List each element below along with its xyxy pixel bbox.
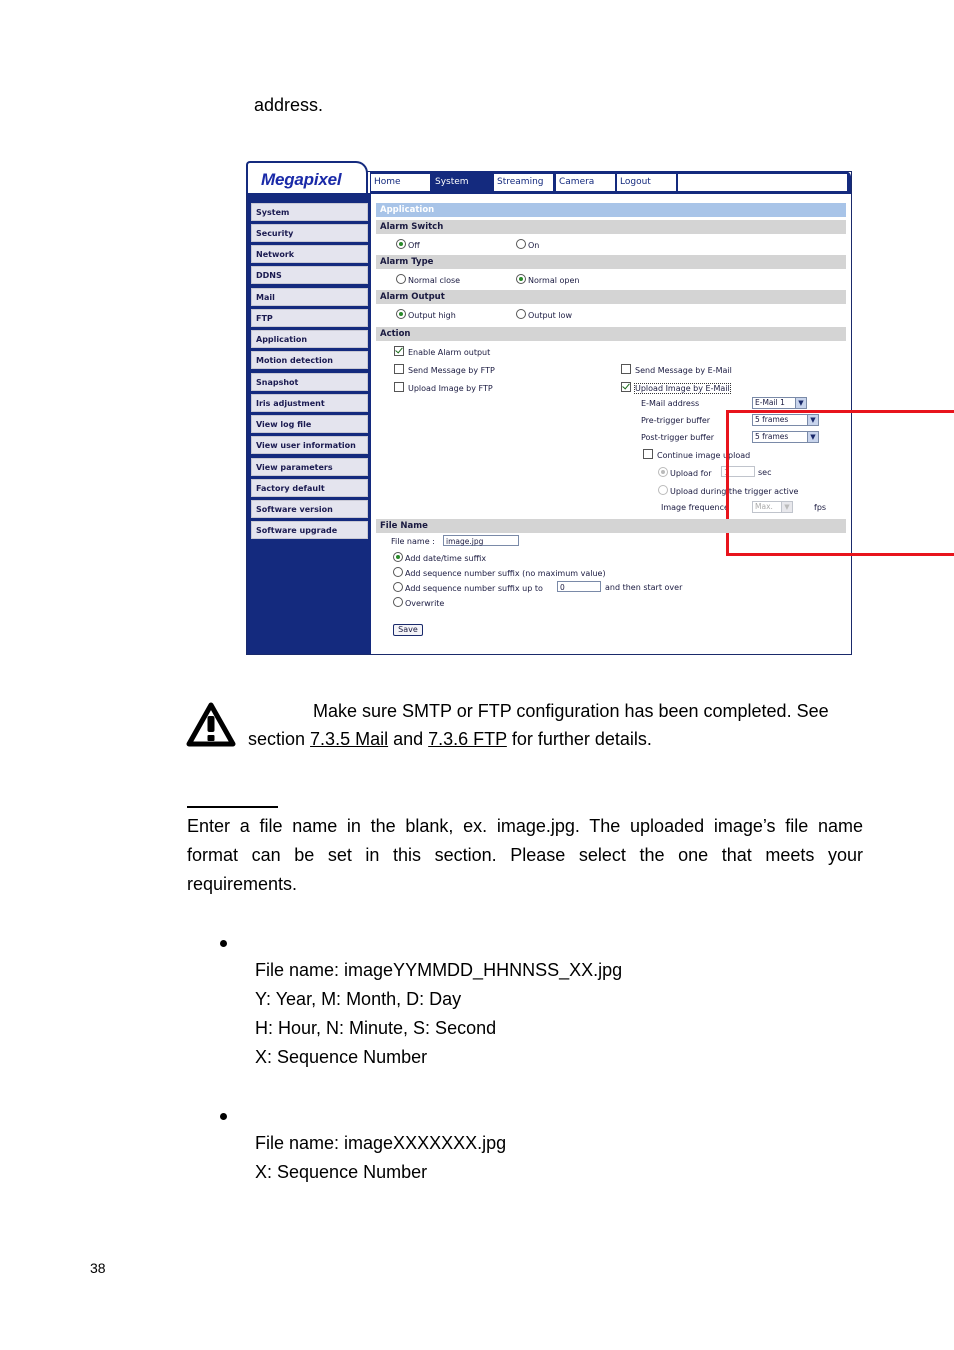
file-name-label: File name : xyxy=(391,537,435,546)
alarm-type-normal-open-option[interactable]: Normal open xyxy=(516,274,579,286)
sidebar-item-motion-detection[interactable]: Motion detection xyxy=(251,351,368,369)
sec-label: sec xyxy=(758,468,772,477)
chevron-down-icon: ▼ xyxy=(795,398,806,408)
sidebar-item-view-log-file[interactable]: View log file xyxy=(251,415,368,433)
para-line-2: format can be set in this section. Please select the one that meets your xyxy=(187,845,863,865)
opt-date-time-suffix[interactable]: Add date/time suffix xyxy=(393,552,486,564)
bullet-icon xyxy=(220,1113,227,1120)
pre-trigger-select[interactable]: 5 frames ▼ xyxy=(752,414,819,426)
start-over-label: and then start over xyxy=(605,583,683,592)
alarm-switch-header: Alarm Switch xyxy=(376,220,846,234)
sidebar-item-application[interactable]: Application xyxy=(251,330,368,348)
alarm-switch-off-option[interactable]: Off xyxy=(396,239,420,251)
upload-during-trigger-option[interactable]: Upload during the trigger active xyxy=(658,485,798,497)
upload-image-email-checkbox[interactable]: Upload Image by E-Mail xyxy=(621,382,730,394)
section-title-application: Application xyxy=(376,203,846,217)
radio-icon[interactable] xyxy=(393,597,403,607)
send-message-email-checkbox[interactable]: Send Message by E-Mail xyxy=(621,364,732,376)
radio-icon[interactable] xyxy=(396,274,406,284)
radio-icon[interactable] xyxy=(393,552,403,562)
sidebar-item-software-version[interactable]: Software version xyxy=(251,500,368,518)
opt-sequence-no-max[interactable]: Add sequence number suffix (no maximum value) xyxy=(393,567,606,579)
radio-icon[interactable] xyxy=(393,582,403,592)
pre-trigger-label: Pre-trigger buffer xyxy=(641,416,711,425)
sidebar-item-iris-adjustment[interactable]: Iris adjustment xyxy=(251,394,368,412)
sidebar-item-ftp[interactable]: FTP xyxy=(251,309,368,327)
radio-icon[interactable] xyxy=(393,567,403,577)
camera-web-ui-screenshot xyxy=(246,161,852,655)
radio-icon[interactable] xyxy=(516,309,526,319)
tab-streaming[interactable]: Streaming xyxy=(494,174,553,191)
bullet1-line-4: X: Sequence Number xyxy=(255,1047,428,1067)
para-line-3: requirements. xyxy=(187,874,298,894)
top-text: address. xyxy=(254,95,324,115)
radio-icon[interactable] xyxy=(396,239,406,249)
bullet1-line-3: H: Hour, N: Minute, S: Second xyxy=(255,1018,497,1038)
bullet1-line-2: Y: Year, M: Month, D: Day xyxy=(255,989,462,1009)
alarm-output-header: Alarm Output xyxy=(376,290,846,304)
bullet2-line-1: File name: imageXXXXXXX.jpg xyxy=(255,1133,507,1153)
logo-tab xyxy=(246,161,368,193)
sidebar-item-network[interactable]: Network xyxy=(251,245,368,263)
file-name-header: File Name xyxy=(376,519,846,533)
sidebar-item-system[interactable]: System xyxy=(251,203,368,221)
tab-logout[interactable]: Logout xyxy=(617,174,676,191)
alarm-type-normal-close-option[interactable]: Normal close xyxy=(396,274,460,286)
bullet-icon xyxy=(220,940,227,947)
radio-icon[interactable] xyxy=(396,309,406,319)
image-frequence-select[interactable]: Max. ▼ xyxy=(752,501,793,513)
continue-upload-checkbox[interactable]: Continue image upload xyxy=(643,449,750,461)
sidebar-item-software-upgrade[interactable]: Software upgrade xyxy=(251,521,368,539)
tab-camera[interactable]: Camera xyxy=(556,174,615,191)
tab-home[interactable]: Home xyxy=(371,174,430,191)
alarm-output-high-option[interactable]: Output high xyxy=(396,309,456,321)
sidebar-item-view-parameters[interactable]: View parameters xyxy=(251,458,368,476)
post-trigger-select[interactable]: 5 frames ▼ xyxy=(752,431,819,443)
upload-for-input[interactable]: 1 xyxy=(721,466,755,477)
radio-icon[interactable] xyxy=(516,274,526,284)
tab-spacer xyxy=(678,174,847,191)
tab-system[interactable]: System xyxy=(432,174,492,191)
sidebar-item-factory-default[interactable]: Factory default xyxy=(251,479,368,497)
upload-for-option[interactable]: Upload for xyxy=(658,467,712,479)
page-number: 38 xyxy=(90,1260,106,1276)
image-frequence-label: Image frequence xyxy=(661,503,729,512)
chevron-down-icon: ▼ xyxy=(781,502,792,512)
warning-icon xyxy=(186,702,236,748)
sidebar-item-snapshot[interactable]: Snapshot xyxy=(251,373,368,391)
logo: Megapixel xyxy=(261,170,342,189)
highlight-box xyxy=(726,410,954,556)
radio-icon[interactable] xyxy=(516,239,526,249)
enable-alarm-output-checkbox[interactable]: Enable Alarm output xyxy=(394,346,490,358)
alarm-output-low-option[interactable]: Output low xyxy=(516,309,572,321)
sequence-max-input[interactable]: 0 xyxy=(557,581,601,592)
radio-icon[interactable] xyxy=(658,485,668,495)
bullet2-line-2: X: Sequence Number xyxy=(255,1162,428,1182)
radio-icon[interactable] xyxy=(658,467,668,477)
link-mail[interactable]: 7.3.5 Mail xyxy=(310,729,389,749)
checkbox-icon[interactable] xyxy=(643,449,653,459)
sidebar xyxy=(247,193,371,654)
upload-image-ftp-checkbox[interactable]: Upload Image by FTP xyxy=(394,382,493,394)
alarm-switch-on-option[interactable]: On xyxy=(516,239,539,251)
save-button[interactable]: Save xyxy=(393,624,423,636)
send-message-ftp-checkbox[interactable]: Send Message by FTP xyxy=(394,364,495,376)
opt-sequence-up-to[interactable]: Add sequence number suffix up to xyxy=(393,582,543,594)
chevron-down-icon: ▼ xyxy=(807,432,818,442)
bullet1-line-1: File name: imageYYMMDD_HHNNSS_XX.jpg xyxy=(255,960,623,980)
post-trigger-label: Post-trigger buffer xyxy=(641,433,715,442)
top-navigation-bar xyxy=(370,171,851,191)
note-line-2: section 7.3.5 Mail and 7.3.6 FTP for further details. xyxy=(248,729,652,749)
file-name-input[interactable]: image.jpg xyxy=(443,535,519,546)
link-ftp[interactable]: 7.3.6 FTP xyxy=(428,729,507,749)
checkbox-icon[interactable] xyxy=(394,382,404,392)
sidebar-item-mail[interactable]: Mail xyxy=(251,288,368,306)
para-line-1: Enter a file name in the blank, ex. image.jpg. The uploaded image’s file name xyxy=(187,816,863,836)
note-line-1: Make sure SMTP or FTP configuration has been completed. See xyxy=(313,701,829,721)
sidebar-item-view-user-information[interactable]: View user information xyxy=(251,436,368,454)
email-address-label: E-Mail address xyxy=(641,399,700,408)
checkbox-icon[interactable] xyxy=(621,382,631,392)
sidebar-item-ddns[interactable]: DDNS xyxy=(251,266,368,284)
action-header: Action xyxy=(376,327,846,341)
checkbox-icon[interactable] xyxy=(394,346,404,356)
opt-overwrite[interactable]: Overwrite xyxy=(393,597,444,609)
section-heading-rule xyxy=(187,806,278,808)
checkbox-icon[interactable] xyxy=(394,364,404,374)
checkbox-icon[interactable] xyxy=(621,364,631,374)
email-address-select[interactable]: E-Mail 1 ▼ xyxy=(752,397,807,409)
fps-label: fps xyxy=(814,503,827,512)
alarm-type-header: Alarm Type xyxy=(376,255,846,269)
settings-content xyxy=(372,194,850,653)
sidebar-item-security[interactable]: Security xyxy=(251,224,368,242)
chevron-down-icon: ▼ xyxy=(807,415,818,425)
